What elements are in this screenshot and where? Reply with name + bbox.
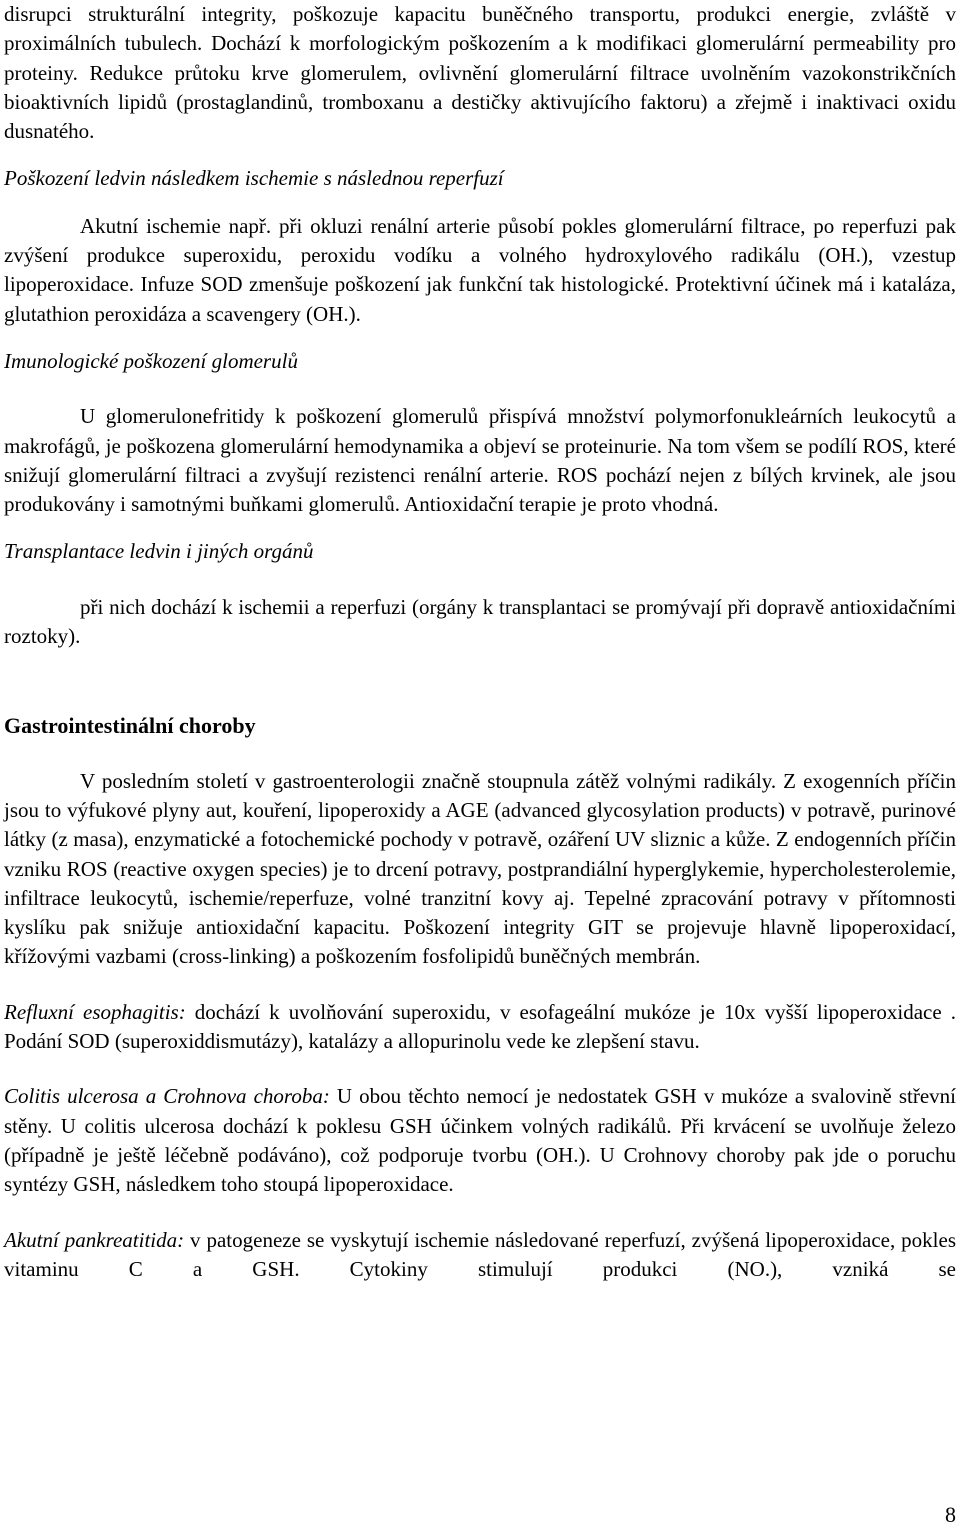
page-number: 8 [945, 1502, 956, 1527]
immunological-heading: Imunologické poškození glomerulů [4, 348, 298, 373]
reflux-term: Refluxní esophagitis: [4, 999, 186, 1024]
pancreatitis-term: Akutní pankreatitida: [4, 1227, 185, 1252]
colitis-text: U obou těchto nemocí je nedostatek GSH v mukóze a svalovině střevní stěny. U colitis ulcerosa dochází k poklesu GSH účinkem volných radikálů. Při krvácení se uvolňuje železo (případně je ještě léčebně podáváno), což podporuje tvorbu (OH.). U Crohnovy choroby pak jde o poruchu syntézy GSH, následkem toho stoupá lipoperoxidace. [4, 1084, 956, 1197]
transplant-paragraph: při nich dochází k ischemii a reperfuzi (orgány k transplantaci se promývají při dopravě antioxidačními roztoky). [4, 594, 956, 649]
transplant-heading: Transplantace ledvin i jiných orgánů [4, 539, 314, 564]
gastro-paragraph: V posledním století v gastroenterologii značně stoupnula zátěž volnými radikály. Z exogenních příčin jsou to výfukové plyny aut, kouření, lipoperoxidy a AGE (advanced glycosylation products) v potravě, purinové látky (z masa), enzymatické a fotochemické pochody v potravě, ozáření UV sliznic a kůže. Z endogenních příčin vzniku ROS (reactive oxygen species) je to drcení potravy, postprandiální hyperglykemie, hypercholesterolemie, infiltrace leukocytů, ischemie/reperfuze, volné tranzitní kovy aj. Tepelné zpracování potravy v přítomnosti kyslíku pak snižuje antioxidační kapacitu. Poškození integrity GIT se projevuje hlavně lipoperoxidací, křížovými vazbami (cross-linking) a poškozením fosfolipidů buněčných membrán. [4, 768, 956, 969]
intro-paragraph: disrupci strukturální integrity, poškozuje kapacitu buněčného transportu, produkci energie, zvláště v proximálních tubulech. Dochází k morfologickým poškozením a k modifikaci glomerulární permeability pro proteiny. Redukce průtoku krve glomerulem, ovlivnění glomerulární filtrace uvolněním vazokonstrikčních bioaktivních lipidů (prostaglandinů, tromboxanu a destičky aktivujícího faktoru) a zřejmě i inaktivaci oxidu dusnatého. [4, 2, 956, 144]
colitis-paragraph [4, 1082, 956, 1199]
gastro-heading: Gastrointestinální choroby [4, 713, 256, 739]
reflux-paragraph [4, 998, 956, 1057]
pancreatitis-text: v patogeneze se vyskytují ischemie následované reperfuzí, zvýšená lipoperoxidace, pokles vitaminu C a GSH. Cytokiny stimulují produkci (NO.), vzniká se [4, 1227, 956, 1281]
reflux-text: dochází k uvolňování superoxidu, v esofageální mukóze je 10x vyšší lipoperoxidace . Podání SOD (superoxiddismutázy), katalázy a allopurinolu vede ke zlepšení stavu. [4, 999, 956, 1054]
pancreatitis-paragraph [4, 1226, 956, 1285]
colitis-term: Colitis ulcerosa a Crohnova choroba: [4, 1084, 330, 1109]
ischemia-paragraph: Akutní ischemie např. při okluzi renální arterie působí pokles glomerulární filtrace, po reperfuzi pak zvýšení produkce superoxidu, peroxidu vodíku a volného hydroxylového radikálu (OH.), vzestup lipoperoxidace. Infuze SOD zmenšuje poškození jak funkční tak histologické. Protektivní účinek má i kataláza, glutathion peroxidáza a scavengery (OH.). [4, 213, 956, 326]
document-page [4, 0, 956, 1284]
ischemia-heading: Poškození ledvin následkem ischemie s následnou reperfuzí [4, 166, 504, 191]
immunological-paragraph: U glomerulonefritidy k poškození glomerulů přispívá množství polymorfonukleárních leukocytů a makrofágů, je poškozena glomerulární hemodynamika a objeví se proteinurie. Na tom všem se podílí ROS, které snižují glomerulární filtraci a zvyšují rezistenci renální arterie. ROS pochází nejen z bílých krvinek, ale jsou produkovány i samotnými buňkami glomerulů. Antioxidační terapie je proto vhodná. [4, 404, 956, 517]
